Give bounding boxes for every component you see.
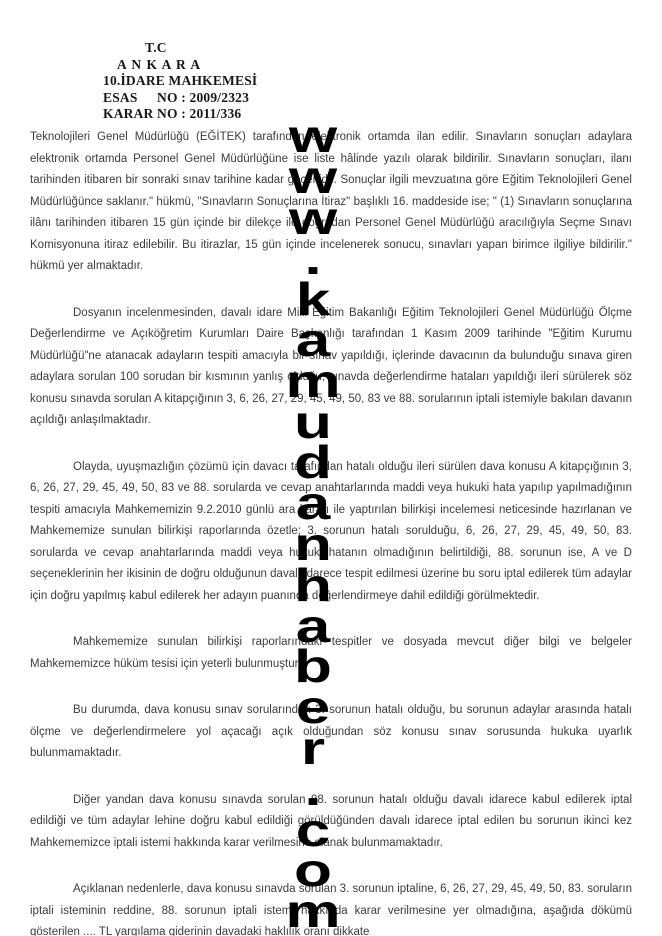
watermark-letter: n	[294, 517, 332, 570]
watermark-letter: a	[295, 313, 331, 366]
watermark-letter: .	[304, 232, 322, 285]
court-header	[103, 40, 257, 123]
paragraph: Bu durumda, dava konusu sınav sorularından 3. sorunun hatalı olduğu, bu sorunun adaylar arasında hatalı ölçme ve değerlendirmelere yol açacağı açık olduğundan söz konusu sınav sorusunda hukuka uyarlık bulunmamaktadır.	[30, 704, 632, 759]
watermark-letter: m	[285, 354, 341, 407]
watermark-letter: c	[295, 803, 331, 856]
watermark-letter: .	[304, 762, 322, 815]
watermark-letter: a	[295, 599, 331, 652]
watermark-letter: w	[288, 150, 338, 203]
paragraph: Diğer yandan dava konusu sınavda sorulan 88. sorunun hatalı olduğu davalı idarece kabul edilerek iptal edildiği ve tüm adaylar lehine doğru kabul edildiği görüldüğünden davalı idarece iptal edilen bu sorunun ikinci kez Mahkememizce iptali istemi hakkında karar verilmesine olanak bulunmamaktadır.	[30, 793, 632, 849]
paragraph: Açıklanan nedenlerle, dava konusu sınavda sorulan 3. sorunun iptaline, 6, 26, 27, 29, 45, 49, 50, 83. soruların iptali isteminin reddine, 88. sorunun iptali istemi hakkında karar verilmesine yer olmadığına, aşağıda dökümü gösterilen .... TL yargılama giderinin davadaki haklılık oranı dikkate	[30, 883, 632, 936]
watermark-letter: e	[295, 681, 331, 734]
esas-label: ESAS	[103, 89, 138, 105]
paragraph: Dosyanın incelenmesinden, davalı idare Milli Eğitim Bakanlığı Eğitim Teknolojileri Genel Müdürlüğü Ölçme Değerlendirme ve Açıköğretim Kurumları Daire Başkanlığı tarafından 1 Kasım 2009 tarihinde "Eğitim Kurumu Müdürlüğü"ne atanacak adayların tespiti amacıyla bir sınav yapıldığı, içlerinde davacının da bulunduğu sınava giren adaylara sorulan 100 sorudan bir kısmının yanlış olduğu, sınavda değerlendirme hataları yapıldığı ileri sürülerek söz konusu sınavda sorulan A kitapçığının 3, 6, 26, 27, 29, 45, 49, 50, 83 ve 88. sorularının iptali istemiyle bakılan davanın açıldığı anlaşılmaktadır.	[30, 306, 632, 426]
paragraph: Teknolojileri Genel Müdürlüğü (EĞİTEK) tarafından elektronik ortamda ilan edilir. Sınavların sonuçları adaylara elektronik ortamda Personel Genel Müdürlüğüne ise liste hâlinde yazılı olarak bildirilir. Sınavların sonuçları, ilanı tarihinden itibaren bir sonraki sınav tarihine kadar geçerlidir. Sonuçlar ilgili mevzuatına göre Eğitim Teknolojileri Genel Müdürlüğünce saklanır." hükmü, "Sınavların Sonuçlarına İtiraz" başlıklı 16. maddeside ise; " (1) Sınavların sonuçlarına ilânı tarihinden itibaren 15 gün içinde bir dilekçe ile doğrudan Personel Genel Müdürlüğü aracılığıyla Seçme Sınavı Komisyonuna itiraz edilebilir. Bu itirazlar, 15 gün içinde incelenerek sonucu, sınavları yapan birimce ilgiliye bildirilir." hükmü yer almaktadır.	[30, 131, 632, 272]
decision-body	[30, 127, 632, 936]
esas-number: NO : 2009/2323	[157, 89, 250, 105]
paragraph: Olayda, uyuşmazlığın çözümü için davacı tarafından hatalı olduğu ileri sürülen dava konusu A kitapçığının 3, 6, 26, 27, 29, 45, 49, 50, 83 ve 88. sorularda ve cevap anahtarlarında maddi veya hukuki hata yapılıp yapılmadığının tespiti amacıyla Mahkememizin 9.2.2010 günlü ara kararı ile yaptırılan bilirkişi incelemesi neticesinde hazırlanan ve Mahkememize sunulan bilirkişi raporlarında özetle; 3. sorunun hatalı sorulduğu, 6, 26, 27, 29, 45, 49, 50, 83. sorularda ve cevap anahtarlarında maddi veya hukuki hatanın olmadığının belirtildiği, 88. sorunun ise, A ve D seçeneklerinin her ikisinin de doğru olduğunun davalı idarece tespit edilmesi üzerine bu soru iptal edilerek tüm adaylar için doğru yapılmış kabul edilerek her adayın puanında değerlendirmeye dahil edildiği görülmektedir.	[30, 460, 632, 602]
watermark-letter: r	[300, 721, 326, 774]
watermark-letter: b	[294, 640, 332, 693]
watermark-letter: a	[295, 477, 331, 530]
watermark-letter: h	[294, 558, 332, 611]
watermark-letter: w	[288, 110, 338, 162]
karar-label: KARAR	[103, 106, 154, 121]
watermark-letter: u	[294, 395, 332, 448]
watermark-letter: k	[295, 273, 331, 326]
karar-row	[103, 106, 257, 123]
watermark-letter: o	[294, 844, 332, 897]
header-country: T.C	[145, 40, 167, 55]
header-city: A N K A R A	[117, 56, 202, 72]
watermark-letter: w	[288, 191, 338, 244]
watermark-letter: d	[294, 436, 332, 489]
watermark-letter: m	[285, 885, 341, 936]
karar-number: NO : 2011/336	[157, 106, 242, 121]
paragraph: Mahkememize sunulan bilirkişi raporlarındaki tespitler ve dosyada mevcut diğer bilgi ve belgeler Mahkememizce hüküm tesisi için yeterli bulunmuştur.	[30, 636, 632, 670]
esas-row	[103, 90, 257, 107]
header-court-name: 10.İDARE MAHKEMESİ	[103, 73, 258, 88]
